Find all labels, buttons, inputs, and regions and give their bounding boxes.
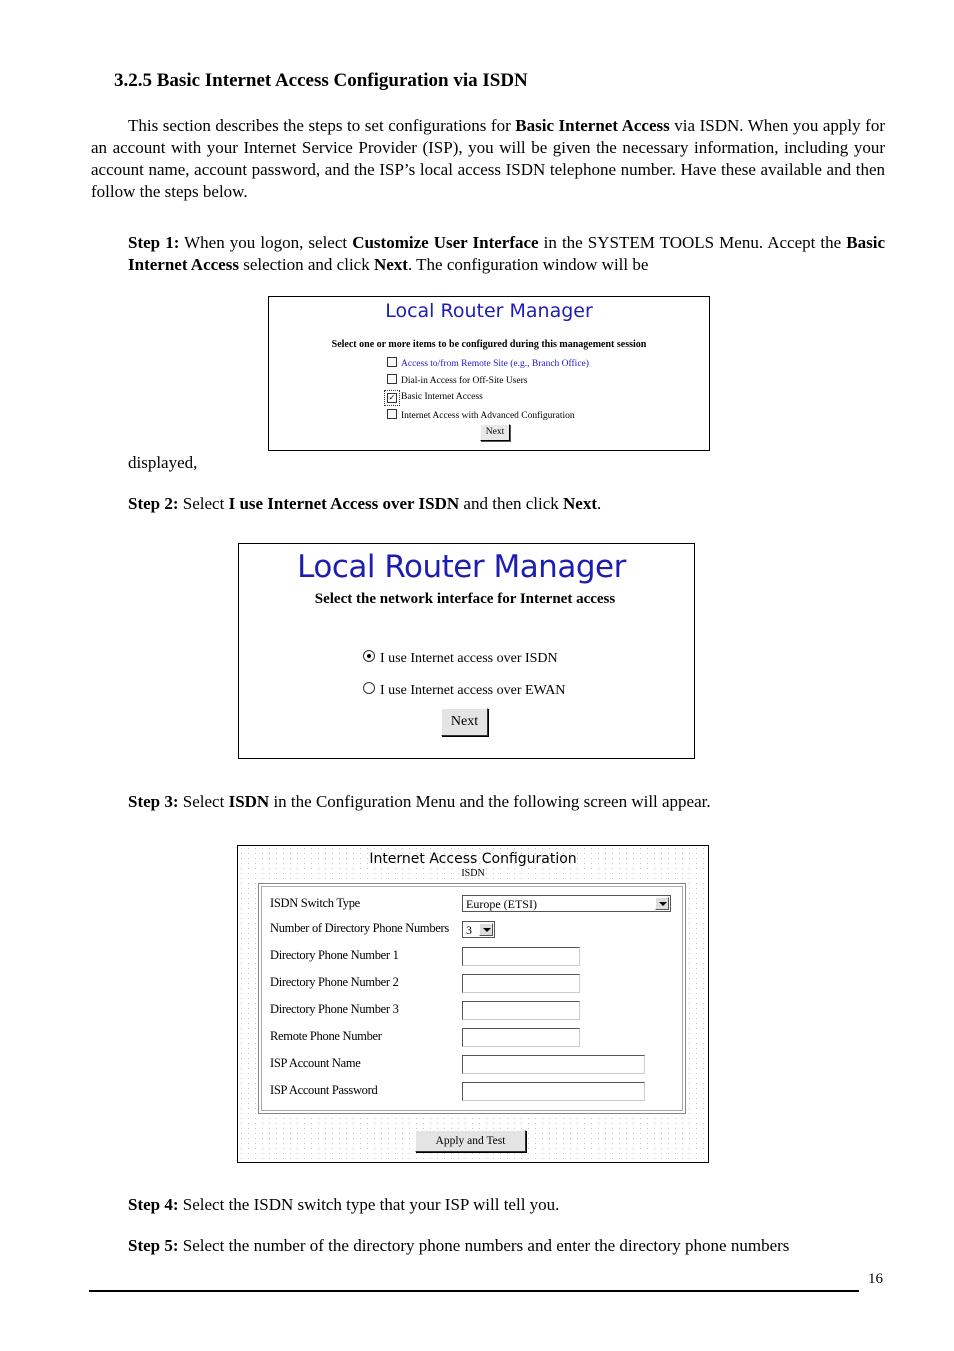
step1-paragraph <box>128 232 885 276</box>
step1-text-4: . The configuration window will be <box>407 255 649 274</box>
option-dial-in[interactable] <box>387 374 527 386</box>
screenshot-network-interface <box>238 543 695 759</box>
dir2-input[interactable] <box>462 974 580 993</box>
step4-text: Select the ISDN switch type that your ISP will tell you. <box>178 1195 560 1214</box>
option-label: Internet Access with Advanced Configuration <box>401 411 575 421</box>
window-title: Internet Access Configuration <box>369 851 577 867</box>
intro-bold: Basic Internet Access <box>515 116 670 135</box>
step-label: Step 1: <box>128 233 180 252</box>
step5-text: Select the number of the directory phone numbers and enter the directory phone numbers <box>178 1236 790 1255</box>
step1-bold-2: Basic Internet Access <box>128 233 886 274</box>
step2-text-2: and then click <box>459 494 564 513</box>
step-label: Step 4: <box>128 1195 179 1214</box>
step2-text: Select <box>178 494 229 513</box>
select-value: 3 <box>466 923 472 937</box>
window-title: Local Router Manager <box>297 549 626 585</box>
acct-pass-input[interactable] <box>462 1082 645 1101</box>
window-title: Local Router Manager <box>385 300 593 322</box>
section-heading: 3.2.5 Basic Internet Access Configuration via ISDN <box>114 70 528 91</box>
remote-label: Remote Phone Number <box>270 1029 382 1043</box>
step1-bold-3: Next <box>373 255 408 274</box>
num-dir-select[interactable] <box>462 921 495 938</box>
dir3-label: Directory Phone Number 3 <box>270 1002 399 1016</box>
option-remote-site[interactable] <box>387 357 589 369</box>
step2-paragraph <box>128 493 885 515</box>
checkbox-unchecked[interactable] <box>387 357 397 367</box>
dropdown-arrow-icon[interactable] <box>655 897 669 910</box>
radio-label: I use Internet access over EWAN <box>380 683 566 698</box>
remote-input[interactable] <box>462 1028 580 1047</box>
screenshot-isdn-config <box>237 845 709 1163</box>
radio-ewan[interactable] <box>363 682 565 699</box>
dir1-label: Directory Phone Number 1 <box>270 948 399 962</box>
apply-and-test-button[interactable]: Apply and Test <box>415 1130 526 1152</box>
switch-type-label: ISDN Switch Type <box>270 896 360 910</box>
config-panel <box>258 883 686 1114</box>
acct-name-input[interactable] <box>462 1055 645 1074</box>
screenshot-customize-interface <box>268 296 710 451</box>
window-subtitle: ISDN <box>461 868 485 879</box>
acct-pass-label: ISP Account Password <box>270 1083 378 1097</box>
step1-text: When you logon, select <box>179 233 353 252</box>
step3-text-2: in the Configuration Menu and the following screen will appear. <box>269 792 711 811</box>
radio-selected[interactable] <box>363 650 375 662</box>
step2-text-3: . <box>597 494 602 513</box>
step1-text-2: in the SYSTEM TOOLS Menu. Accept the <box>538 233 847 252</box>
step2-bold-2: Next <box>563 494 598 513</box>
intro-text: This section describes the steps to set configurations for <box>128 116 516 135</box>
radio-label: I use Internet access over ISDN <box>380 651 558 666</box>
step-label: Step 3: <box>128 792 179 811</box>
num-dir-label: Number of Directory Phone Numbers <box>270 921 449 935</box>
next-button[interactable]: Next <box>480 424 510 441</box>
option-label: Dial-in Access for Off-Site Users <box>401 376 528 386</box>
option-basic-internet[interactable] <box>387 392 483 403</box>
dropdown-arrow-icon[interactable] <box>479 923 493 936</box>
intro-paragraph <box>91 115 885 203</box>
step1-bold: Customize User Interface <box>352 233 539 252</box>
page-number: 16 <box>868 1271 883 1287</box>
intro-text-2: via ISDN. When you apply for an account with your Internet Service Provider (ISP), you will be given the necessary information, including your account name, account password, and the ISP’s local access ISDN telephone number. Have these available and then follow the steps below. <box>91 116 885 201</box>
radio-isdn[interactable] <box>363 650 558 667</box>
footer-rule <box>89 1290 859 1292</box>
step-label: Step 5: <box>128 1236 179 1255</box>
step1-text-3: selection and click <box>238 255 374 274</box>
dir2-label: Directory Phone Number 2 <box>270 975 399 989</box>
dir3-input[interactable] <box>462 1001 580 1020</box>
option-label: Basic Internet Access <box>401 392 483 402</box>
next-button[interactable]: Next <box>441 708 488 736</box>
step3-text: Select <box>178 792 229 811</box>
prompt-text: Select the network interface for Internet access <box>314 591 616 607</box>
step3-paragraph <box>128 791 885 813</box>
option-label: Access to/from Remote Site (e.g., Branch Office) <box>401 359 589 369</box>
step4-paragraph <box>128 1194 885 1216</box>
step2-bold: I use Internet Access over ISDN <box>228 494 460 513</box>
checkbox-checked[interactable]: ✓ <box>388 393 396 402</box>
acct-name-label: ISP Account Name <box>270 1056 361 1070</box>
checkbox-unchecked[interactable] <box>387 374 397 384</box>
step1-continuation: displayed, <box>128 453 198 472</box>
prompt-text: Select one or more items to be configured during this management session <box>331 339 647 350</box>
dir1-input[interactable] <box>462 947 580 966</box>
option-advanced-internet[interactable] <box>387 409 575 421</box>
switch-type-select[interactable] <box>462 895 671 912</box>
step5-paragraph <box>128 1235 885 1257</box>
radio-unselected[interactable] <box>363 682 375 694</box>
checkbox-unchecked[interactable] <box>387 409 397 419</box>
select-value: Europe (ETSI) <box>466 897 537 911</box>
step3-bold: ISDN <box>228 792 270 811</box>
step-label: Step 2: <box>128 494 179 513</box>
